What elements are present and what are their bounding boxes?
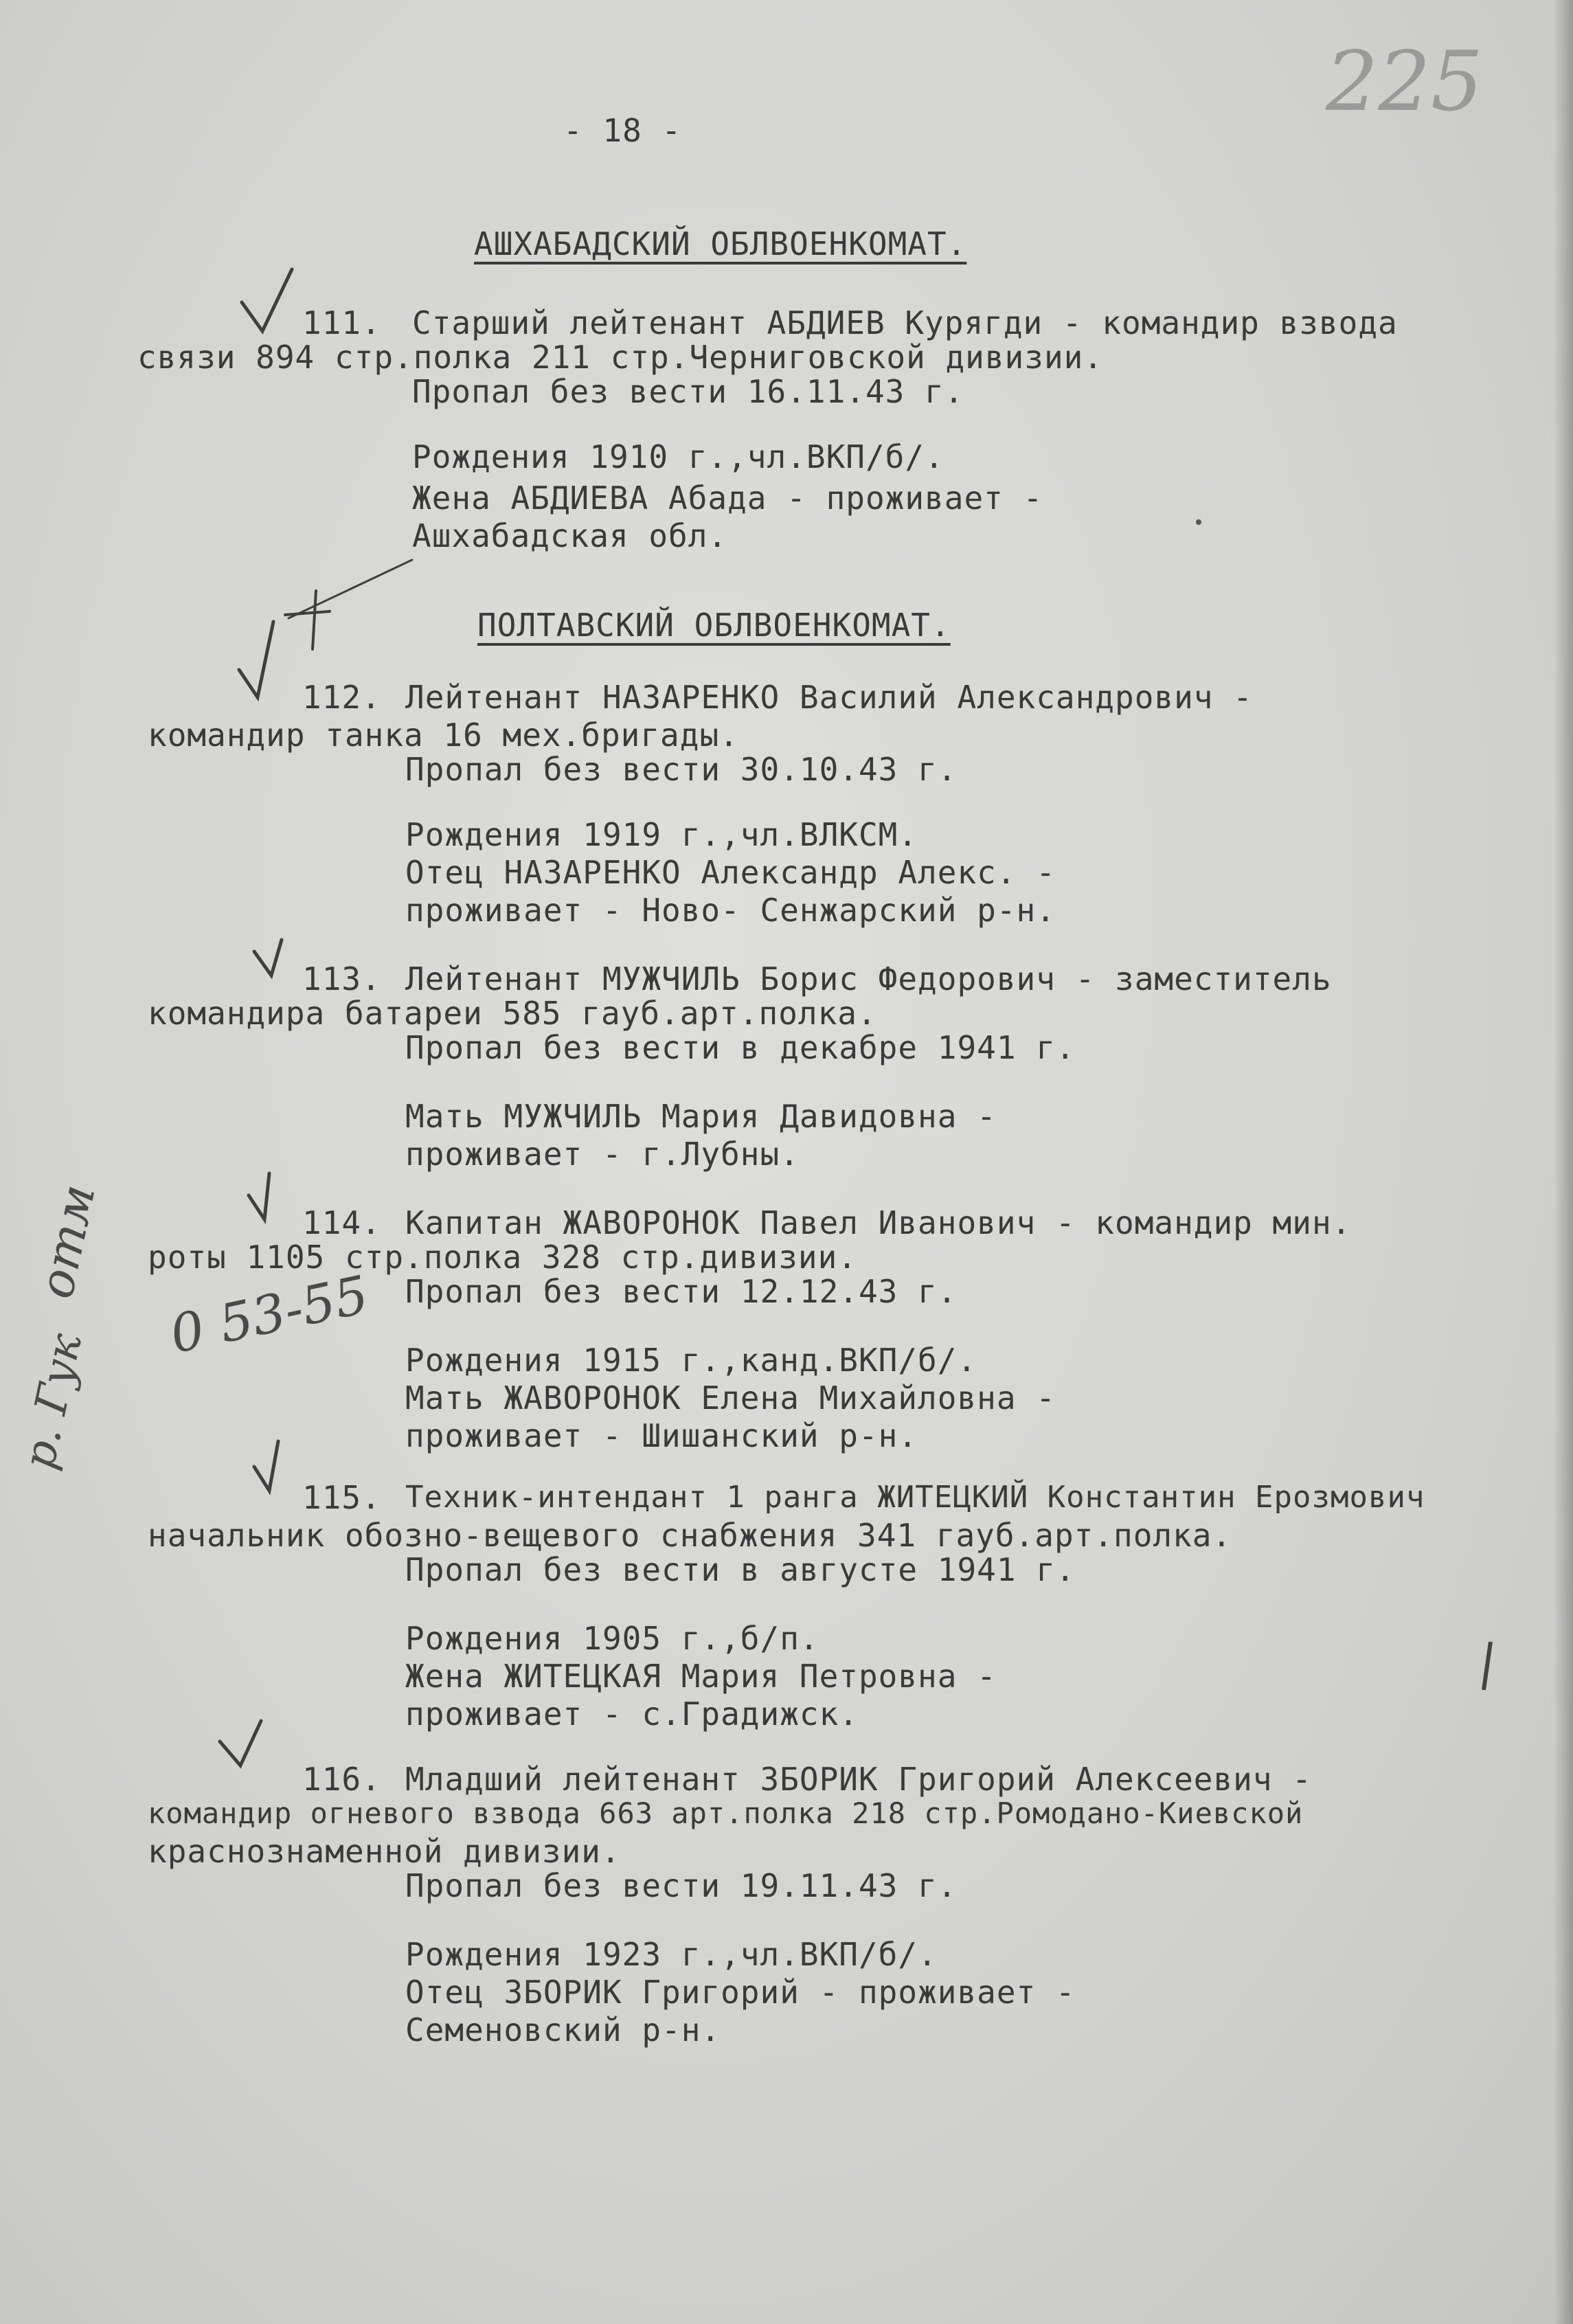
entry-detail: Ашхабадская обл. (412, 517, 728, 554)
entry-line: Младший лейтенант ЗБОРИК Григорий Алексеевич - (405, 1761, 1312, 1798)
entry-detail: Рождения 1923 г.,чл.ВКП/б/. (405, 1936, 938, 1973)
checkmark-icon (249, 1173, 269, 1219)
entry-detail: Отец НАЗАРЕНКО Александр Алекс. - (405, 854, 1056, 891)
entry-line: Пропал без вести в августе 1941 г. (405, 1551, 1076, 1588)
entry-line: Пропал без вести 19.11.43 г. (405, 1867, 958, 1904)
checkmark-icon (254, 1441, 278, 1491)
entry-line: Пропал без вести 16.11.43 г. (412, 373, 964, 410)
entry-line: Лейтенант НАЗАРЕНКО Василий Александрович - (405, 679, 1253, 716)
entry-line: Пропал без вести 30.10.43 г. (405, 751, 958, 788)
section-header-poltava: ПОЛТАВСКИЙ ОБЛВОЕНКОМАТ. (477, 607, 951, 644)
entry-detail: Жена АБДИЕВА Абада - проживает - (412, 480, 1043, 517)
entry-detail: проживает - г.Лубны. (405, 1136, 800, 1173)
entry-line: Лейтенант МУЖЧИЛЬ Борис Федорович - заместитель (405, 960, 1332, 997)
entry-line: роты 1105 стр.полка 328 стр.дивизии. (148, 1239, 857, 1276)
entry-detail: Отец ЗБОРИК Григорий - проживает - (405, 1974, 1076, 2011)
entry-detail: проживает - с.Градижск. (405, 1695, 859, 1733)
ink-dot-icon (1196, 519, 1201, 525)
entry-line: командира батареи 585 гауб.арт.полка. (148, 995, 877, 1032)
checkmark-icon (242, 269, 292, 331)
checkmark-icon (220, 1721, 261, 1765)
entry-line: Старший лейтенант АБДИЕВ Курягди - командир взвода (412, 304, 1398, 341)
pencil-four-icon (285, 591, 330, 649)
entry-line: командир танка 16 мех.бригады. (148, 717, 739, 754)
checkmark-icon (254, 940, 282, 975)
entry-line: Техник-интендант 1 ранга ЖИТЕЦКИЙ Константин Ерозмович (405, 1480, 1425, 1515)
entry-line: начальник обозно-вещевого снабжения 341 гауб.арт.полка. (148, 1517, 1232, 1554)
entry-line: Пропал без вести 12.12.43 г. (405, 1273, 958, 1310)
entry-number: 116. (302, 1761, 381, 1798)
entry-detail: Семеновский р-н. (405, 2011, 721, 2049)
entry-detail: Рождения 1919 г.,чл.ВЛКСМ. (405, 816, 918, 853)
checkmark-icon (239, 622, 273, 697)
margin-note: 0 53-55 (165, 1263, 374, 1366)
entry-number: 112. (302, 679, 381, 716)
entry-line: краснознаменной дивизии. (148, 1833, 621, 1870)
entry-detail: Мать ЖАВОРОНОК Елена Михайловна - (405, 1379, 1056, 1417)
entry-detail: проживает - Ново- Сенжарский р-н. (405, 892, 1056, 929)
entry-detail: Рождения 1905 г.,б/п. (405, 1620, 819, 1657)
entry-number: 113. (302, 960, 381, 997)
section-header-ashgabat: АШХАБАДСКИЙ ОБЛВОЕНКОМАТ. (474, 225, 967, 262)
entry-number: 114. (302, 1204, 381, 1241)
entry-detail: Жена ЖИТЕЦКАЯ Мария Петровна - (405, 1658, 997, 1695)
entry-detail: Мать МУЖЧИЛЬ Мария Давидовна - (405, 1098, 997, 1135)
entry-line: связи 894 стр.полка 211 стр.Черниговской дивизии. (137, 339, 1104, 376)
entry-line: Капитан ЖАВОРОНОК Павел Иванович - командир мин. (405, 1204, 1352, 1241)
entry-line: командир огневого взвода 663 арт.полка 218 стр.Ромодано-Киевской (148, 1796, 1304, 1830)
archive-page-number: 225 (1326, 34, 1484, 130)
entry-detail: Рождения 1915 г.,канд.ВКП/б/. (405, 1342, 977, 1379)
entry-detail: Рождения 1910 г.,чл.ВКП/б/. (412, 438, 944, 475)
pencil-slash-icon (288, 560, 412, 618)
entry-number: 115. (302, 1479, 381, 1516)
entry-line: Пропал без вести в декабре 1941 г. (405, 1029, 1076, 1066)
pencil-stroke-icon (1484, 1642, 1491, 1690)
margin-note: р. Гук (14, 1329, 92, 1474)
entry-detail: проживает - Шишанский р-н. (405, 1417, 918, 1454)
margin-note: отм (27, 1180, 106, 1304)
page-number: - 18 - (563, 112, 682, 149)
entry-number: 111. (302, 304, 381, 341)
